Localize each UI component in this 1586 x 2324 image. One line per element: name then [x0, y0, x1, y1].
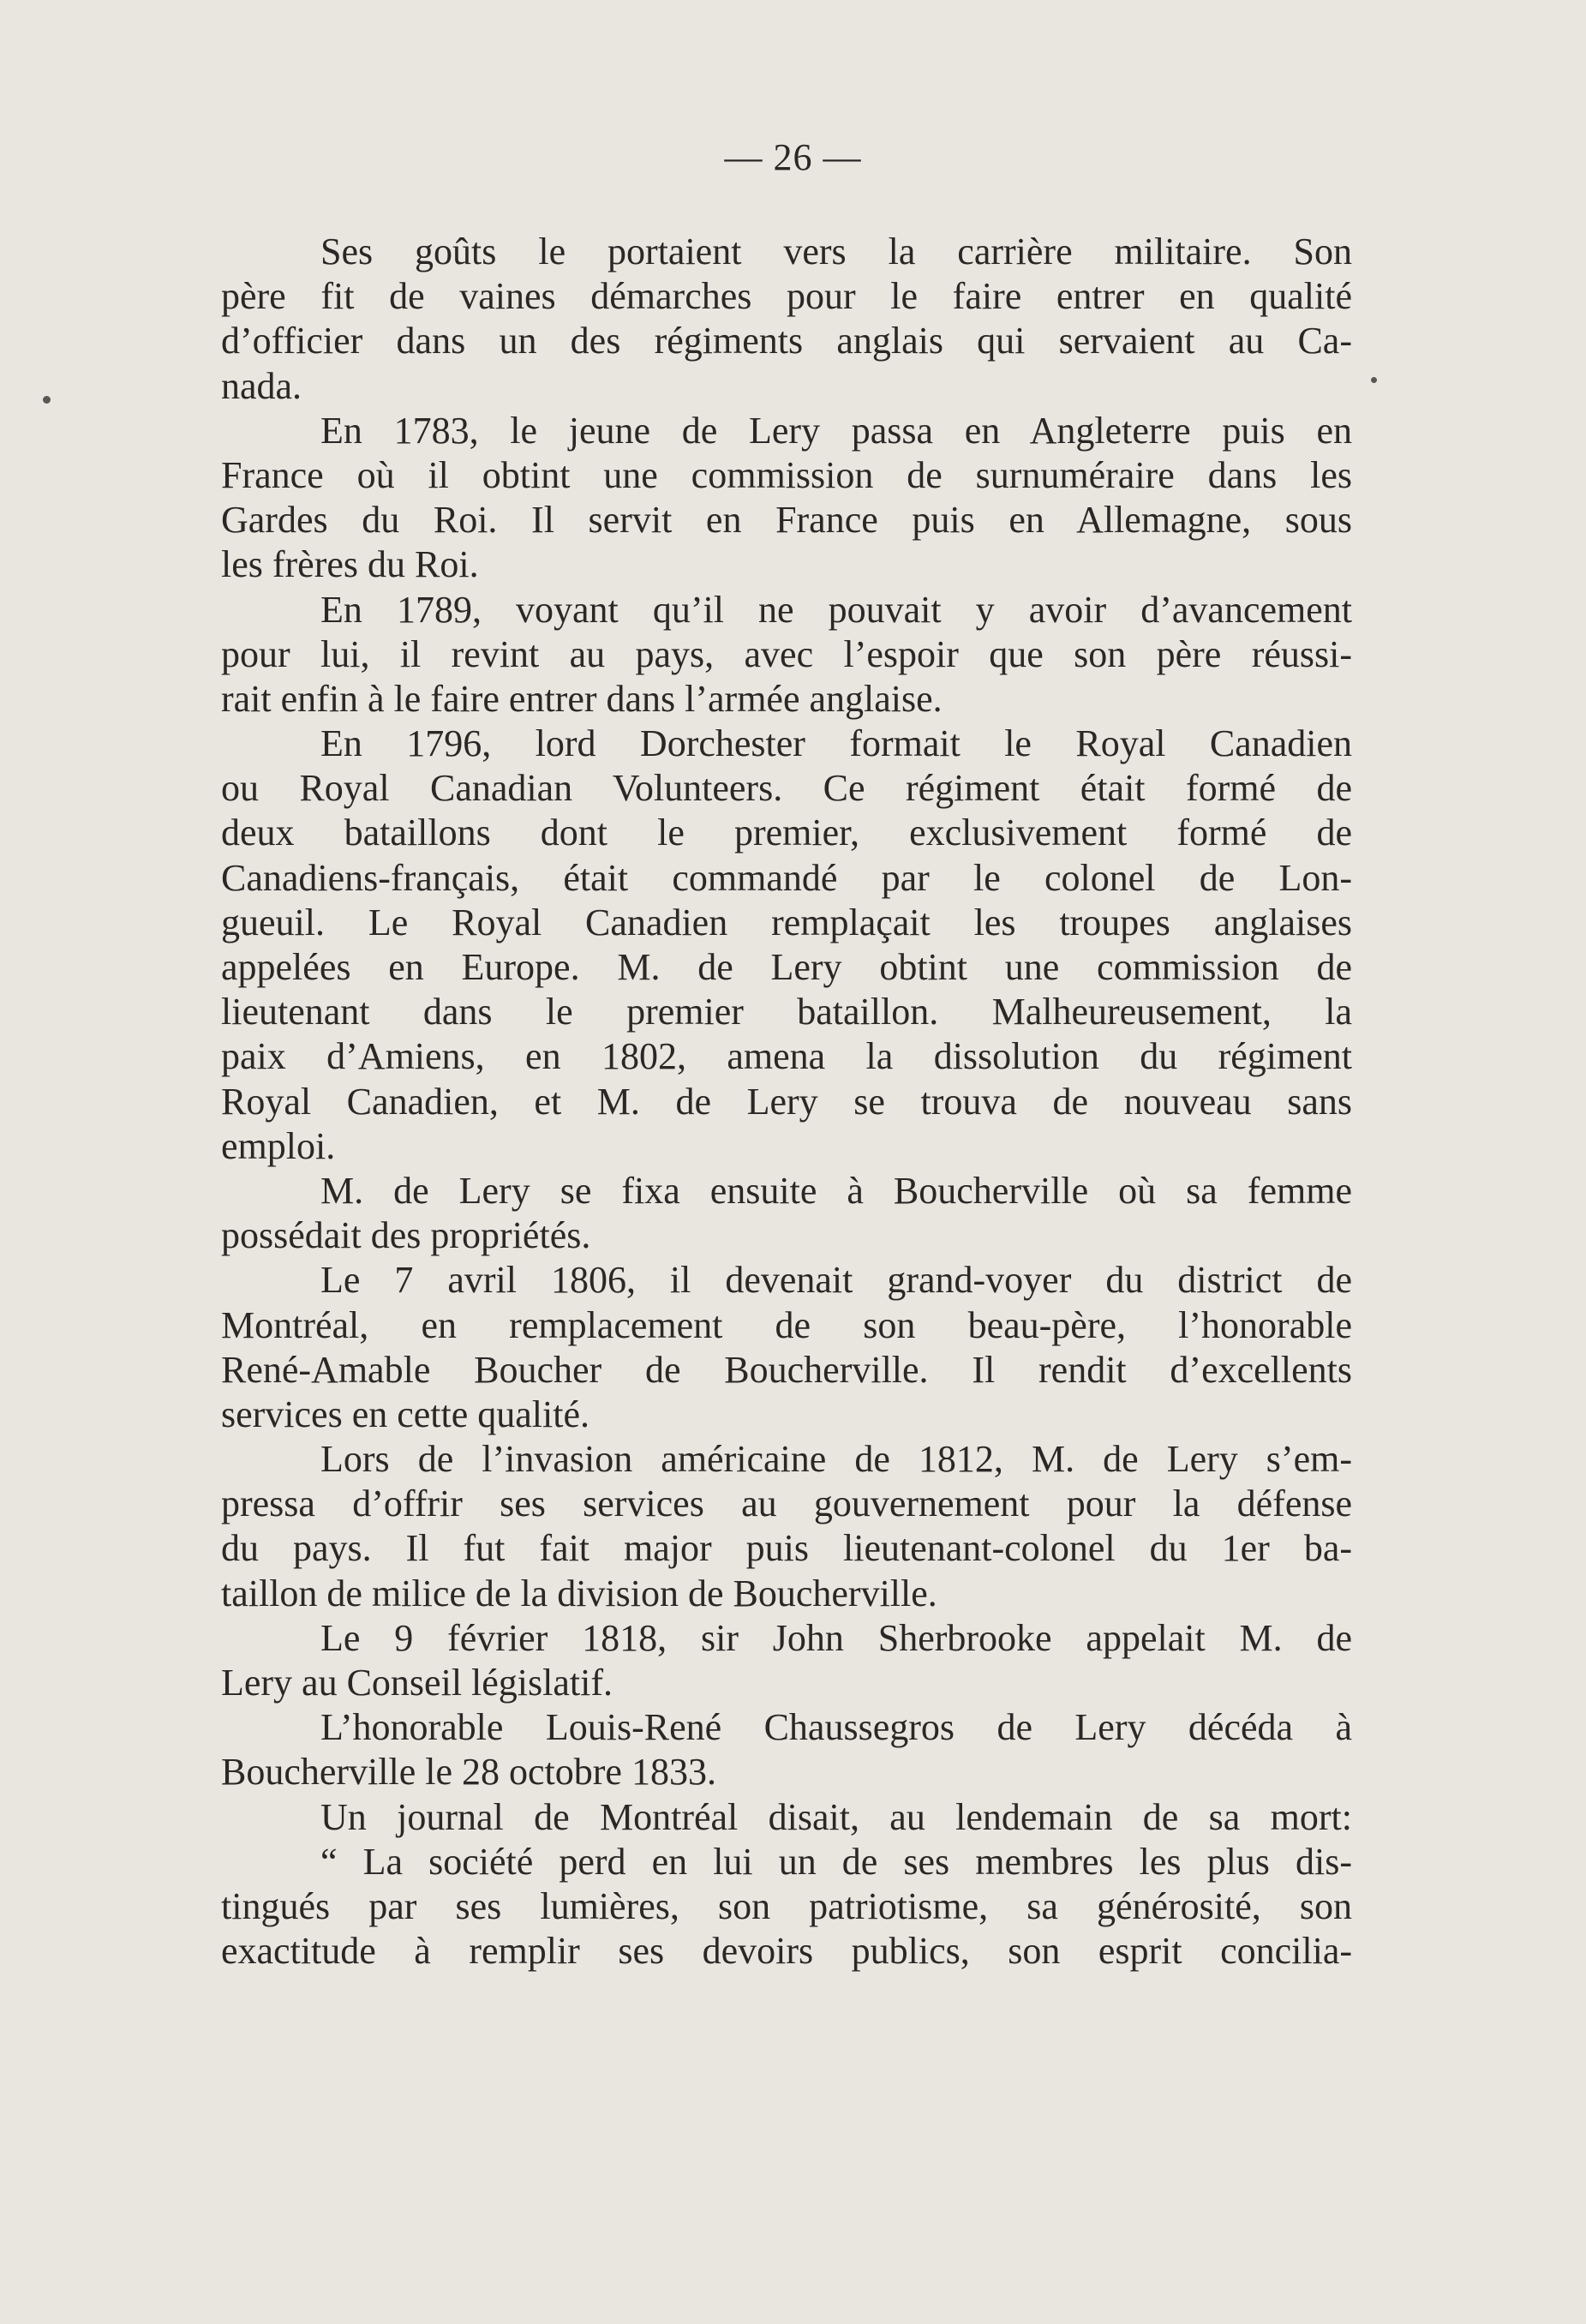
- text-line: services en cette qualité.: [221, 1393, 590, 1435]
- text-line: Boucherville le 28 octobre 1833.: [221, 1751, 716, 1794]
- text-line: d’officier dans un des régiments anglais qui servaient au Ca-: [221, 320, 1352, 362]
- text-line: En 1783, le jeune de Lery passa en Angleterre puis en: [320, 409, 1352, 452]
- text-line: possédait des propriétés.: [221, 1214, 591, 1257]
- text-line: gueuil. Le Royal Canadien remplaçait les troupes anglaises: [221, 901, 1352, 943]
- text-line: ou Royal Canadian Volunteers. Ce régiment était formé de: [221, 767, 1352, 810]
- text-line: nada.: [221, 364, 302, 407]
- text-line: Ses goûts le portaient vers la carrière militaire. Son: [320, 231, 1352, 273]
- page-number: — 26 —: [724, 136, 862, 178]
- text-line: René-Amable Boucher de Boucherville. Il rendit d’excellents: [221, 1348, 1352, 1391]
- ink-speck-left: [43, 396, 51, 404]
- text-line: appelées en Europe. M. de Lery obtint une commission de: [221, 946, 1352, 988]
- text-line: En 1789, voyant qu’il ne pouvait y avoir d’avancement: [320, 588, 1352, 631]
- text-line: pressa d’offrir ses services au gouvernement pour la défense: [221, 1482, 1352, 1525]
- text-line: Un journal de Montréal disait, au lendemain de sa mort:: [320, 1795, 1352, 1838]
- text-line: Canadiens-français, était commandé par le colonel de Lon-: [221, 856, 1352, 899]
- text-line: Montréal, en remplacement de son beau-père, l’honorable: [221, 1303, 1352, 1346]
- text-line: Gardes du Roi. Il servit en France puis en Allemagne, sous: [221, 499, 1352, 542]
- text-line: pour lui, il revint au pays, avec l’espoir que son père réussi-: [221, 632, 1352, 675]
- text-line: les frères du Roi.: [221, 543, 479, 586]
- text-line: rait enfin à le faire entrer dans l’armée anglaise.: [221, 677, 943, 720]
- text-line: Royal Canadien, et M. de Lery se trouva de nouveau sans: [221, 1080, 1352, 1123]
- text-line: Le 7 avril 1806, il devenait grand-voyer du district de: [320, 1259, 1352, 1302]
- text-line: “ La société perd en lui un de ses membres les plus dis-: [320, 1840, 1352, 1883]
- text-line: M. de Lery se fixa ensuite à Boucherville où sa femme: [320, 1169, 1352, 1212]
- text-line: deux bataillons dont le premier, exclusivement formé de: [221, 812, 1352, 854]
- text-line: emploi.: [221, 1124, 336, 1167]
- text-line: paix d’Amiens, en 1802, amena la dissolution du régiment: [221, 1035, 1352, 1078]
- text-line: père fit de vaines démarches pour le faire entrer en qualité: [221, 275, 1352, 318]
- body-text: [221, 230, 1352, 1974]
- text-line: tingués par ses lumières, son patriotisme, sa générosité, son: [221, 1884, 1352, 1927]
- text-line: taillon de milice de la division de Boucherville.: [221, 1572, 937, 1614]
- text-line: Le 9 février 1818, sir John Sherbrooke appelait M. de: [320, 1616, 1352, 1659]
- text-line: exactitude à remplir ses devoirs publics, son esprit concilia-: [221, 1930, 1352, 1973]
- ink-speck-right: [1371, 377, 1377, 383]
- text-line: En 1796, lord Dorchester formait le Royal Canadien: [320, 722, 1352, 765]
- text-line: du pays. Il fut fait major puis lieutenant-colonel du 1er ba-: [221, 1527, 1352, 1570]
- text-line: France où il obtint une commission de surnuméraire dans les: [221, 453, 1352, 496]
- text-line: Lors de l’invasion américaine de 1812, M. de Lery s’em-: [320, 1438, 1352, 1481]
- text-line: Lery au Conseil législatif.: [221, 1662, 613, 1704]
- text-line: L’honorable Louis-René Chaussegros de Lery décéda à: [320, 1706, 1352, 1749]
- text-line: lieutenant dans le premier bataillon. Malheureusement, la: [221, 991, 1352, 1033]
